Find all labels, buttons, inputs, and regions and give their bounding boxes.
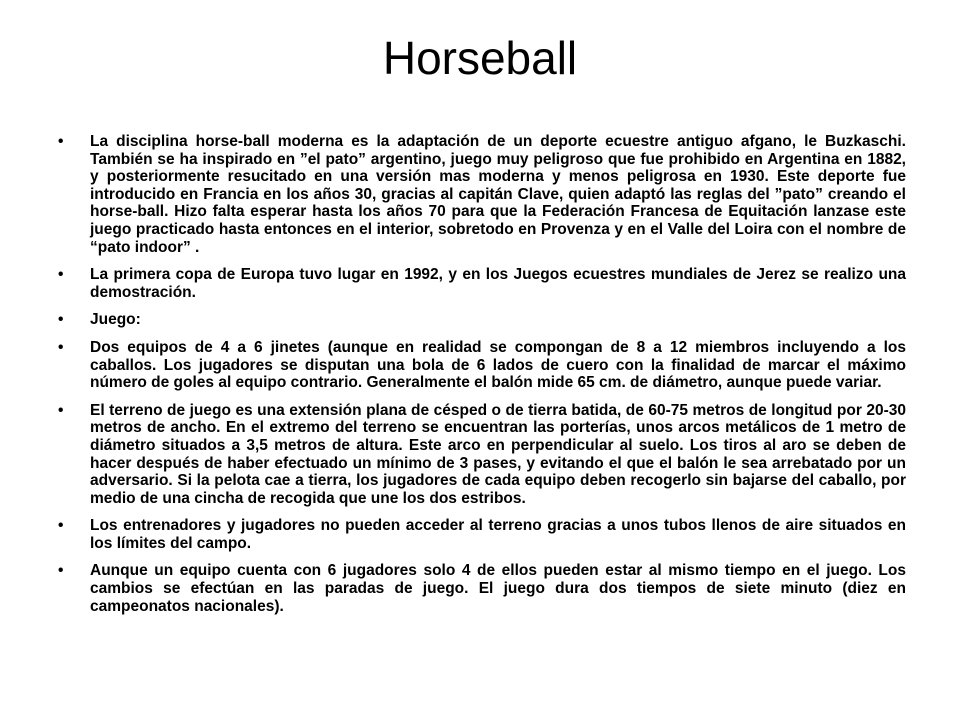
bullet-item-origins	[58, 133, 906, 256]
slide-title: Horseball	[382, 32, 578, 84]
bullet-text: Los entrenadores y jugadores no pueden acceder al terreno gracias a unos tubos llenos de aire situados en los límites del campo.	[90, 517, 906, 552]
bullet-item-coaches	[58, 517, 906, 552]
bullet-icon: •	[58, 311, 64, 329]
bullet-text: El terreno de juego es una extensión plana de césped o de tierra batida, de 60-75 metros de longitud por 20-30 metros de ancho. En el extremo del terreno se encuentran las porterías, unos arcos metálicos de 1 metro de diámetro situados a 3,5 metros de altura. Este arco en perpendicular al suelo. Los tiros al aro se deben de hacer después de haber efectuado un mínimo de 3 pases, y evitando el que el balón le sea arrebatado por un adversario. Si la pelota cae a tierra, los jugadores de cada equipo deben recogerlo sin bajarse del caballo, por medio de una cincha de recogida que une los dos estribos.	[90, 401, 906, 507]
bullet-icon: •	[58, 266, 64, 284]
bullet-text: Juego:	[90, 311, 141, 329]
bullet-icon: •	[58, 338, 64, 356]
bullet-icon: •	[58, 133, 64, 150]
bullet-icon: •	[58, 517, 64, 535]
bullet-item-game-heading	[58, 311, 906, 329]
bullet-text: La primera copa de Europa tuvo lugar en 1992, y en los Juegos ecuestres mundiales de Jerez se realizo una demostración.	[90, 266, 906, 301]
bullet-item-field	[58, 402, 906, 508]
bullet-list	[58, 133, 906, 625]
bullet-item-europe-cup	[58, 266, 906, 301]
bullet-text: Dos equipos de 4 a 6 jinetes (aunque en realidad se compongan de 8 a 12 miembros incluyendo a los caballos. Los jugadores se disputan una bola de 6 lados de cuero con la finalidad de marcar el máximo número de goles al equipo contrario. Generalmente el balón mide 65 cm. de diámetro, aunque puede variar.	[90, 338, 906, 392]
bullet-item-teams	[58, 339, 906, 392]
bullet-text: Aunque un equipo cuenta con 6 jugadores solo 4 de ellos pueden estar al mismo tiempo en el juego. Los cambios se efectúan en las paradas de juego. El juego dura dos tiempos de siete minuto (diez en campeonatos nacionales).	[90, 562, 906, 615]
bullet-icon: •	[58, 562, 64, 580]
bullet-icon: •	[58, 401, 64, 419]
bullet-item-substitutions	[58, 562, 906, 615]
bullet-text: La disciplina horse-ball moderna es la adaptación de un deporte ecuestre antiguo afgano, le Buzkaschi. También se ha inspirado en ”el pato” argentino, juego muy peligroso que fue prohibido en Argentina en 1882, y posteriormente resucitado en una versión mas moderna y menos peligrosa en 1930. Este deporte fue introducido en Francia en los años 30, gracias al capitán Clave, quien adaptó las reglas del ”pato” creando el horse-ball. Hizo falta esperar hasta los años 70 para que la Federación Francesa de Equitación lanzase este juego practicado hasta entonces en el interior, sobretodo en Provenza y en el Valle del Loira con el nombre de “pato indoor” .	[90, 133, 906, 256]
